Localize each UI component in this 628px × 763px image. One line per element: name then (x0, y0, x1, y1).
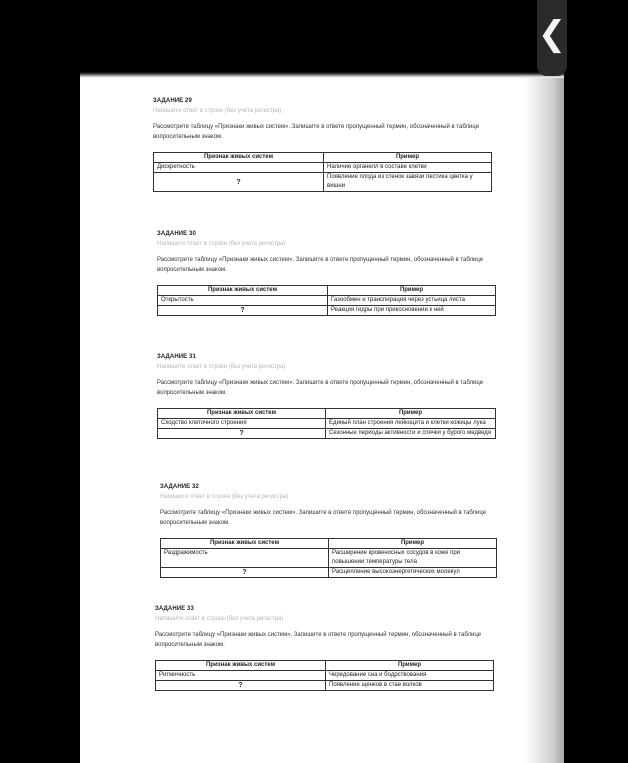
task-31 (157, 354, 529, 439)
col-sign-header: Признак живых систем (161, 539, 329, 549)
col-example-header: Пример (328, 286, 496, 296)
col-example-header: Пример (326, 661, 494, 671)
sign-cell: Ритмичность (156, 671, 326, 681)
table-row (158, 429, 496, 439)
sign-cell: Сходство клеточного строения (158, 419, 326, 429)
document-page (80, 0, 564, 763)
table-header-row (158, 409, 496, 419)
example-cell: Расширение кровеносных сосудов в коже при повышении температуры тела (329, 549, 497, 568)
example-cell: Чередование сна и бодрствования (326, 671, 494, 681)
table-row (154, 163, 492, 173)
unknown-sign-cell: ? (158, 429, 326, 439)
task-29 (153, 98, 525, 192)
chevron-left-icon: ❮ (537, 15, 567, 53)
example-cell: Наличие органелл в составе клетки (324, 163, 492, 173)
table-row (158, 306, 496, 316)
table-row (158, 296, 496, 306)
sign-cell: Дискретность (154, 163, 324, 173)
task-text: Рассмотрите таблицу «Признаки живых систем». Запишите в ответе пропущенный термин, обозначенный в таблице вопросительным знаком. (155, 632, 482, 648)
task-text: Рассмотрите таблицу «Признаки живых систем». Запишите в ответе пропущенный термин, обозначенный в таблице вопросительным знаком. (157, 257, 484, 273)
col-sign-header: Признак живых систем (158, 409, 326, 419)
sign-cell: Открытость (158, 296, 328, 306)
table-header-row (161, 539, 497, 549)
signs-table (157, 408, 496, 439)
task-33 (155, 606, 527, 691)
col-sign-header: Признак живых систем (156, 661, 326, 671)
col-example-header: Пример (324, 153, 492, 163)
example-cell: Расщепление высокоэнергетических молекул (329, 568, 497, 578)
task-text: Рассмотрите таблицу «Признаки живых систем». Запишите в ответе пропущенный термин, обозначенный в таблице вопросительным знаком. (153, 124, 480, 140)
task-hint: Напишите ответ в строке (без учета регистра) (153, 108, 282, 114)
example-cell: Единый план строения лейкоцита и клетки кожицы лука (326, 419, 496, 429)
table-header-row (156, 661, 494, 671)
top-bar (80, 0, 564, 78)
signs-table (160, 538, 497, 578)
col-sign-header: Признак живых систем (154, 153, 324, 163)
example-cell: Реакция гидры при прикосновении к ней (328, 306, 496, 316)
table-row (156, 681, 494, 691)
table-row (154, 173, 492, 192)
sign-cell: Раздражимость (161, 549, 329, 568)
unknown-sign-cell: ? (161, 568, 329, 578)
table-row (161, 549, 497, 568)
example-cell: Появление щенков в стае волков (326, 681, 494, 691)
back-button[interactable] (537, 0, 567, 76)
task-hint: Напишите ответ в строке (без учета регистра) (157, 241, 286, 247)
col-example-header: Пример (326, 409, 496, 419)
table-header-row (158, 286, 496, 296)
table-row (158, 419, 496, 429)
task-title: ЗАДАНИЕ 31 (157, 354, 196, 360)
example-cell: Газообмен и транспирация через устьица листа (328, 296, 496, 306)
task-title: ЗАДАНИЕ 33 (155, 606, 194, 612)
task-32 (160, 484, 532, 578)
table-header-row (154, 153, 492, 163)
task-text: Рассмотрите таблицу «Признаки живых систем». Запишите в ответе пропущенный термин, обозначенный в таблице вопросительным знаком. (160, 510, 487, 526)
task-title: ЗАДАНИЕ 29 (153, 98, 192, 104)
task-hint: Напишите ответ в строке (без учета регистра) (155, 616, 284, 622)
signs-table (157, 285, 496, 316)
task-text: Рассмотрите таблицу «Признаки живых систем». Запишите в ответе пропущенный термин, обозначенный в таблице вопросительным знаком. (157, 380, 484, 396)
col-example-header: Пример (329, 539, 497, 549)
col-sign-header: Признак живых систем (158, 286, 328, 296)
example-cell: Сезонные периоды активности и спячки у бурого медведя (326, 429, 496, 439)
table-row (161, 568, 497, 578)
table-row (156, 671, 494, 681)
example-cell: Появление плода из стенок завязи пестика цветка у вишни (324, 173, 492, 192)
task-hint: Напишите ответ в строке (без учета регистра) (160, 494, 289, 500)
task-hint: Напишите ответ в строке (без учета регистра) (157, 364, 286, 370)
unknown-sign-cell: ? (156, 681, 326, 691)
task-title: ЗАДАНИЕ 32 (160, 484, 199, 490)
signs-table (153, 152, 492, 192)
task-title: ЗАДАНИЕ 30 (157, 231, 196, 237)
page-curl-shadow (524, 78, 564, 763)
signs-table (155, 660, 494, 691)
unknown-sign-cell: ? (158, 306, 328, 316)
unknown-sign-cell: ? (154, 173, 324, 192)
task-30 (157, 231, 529, 316)
